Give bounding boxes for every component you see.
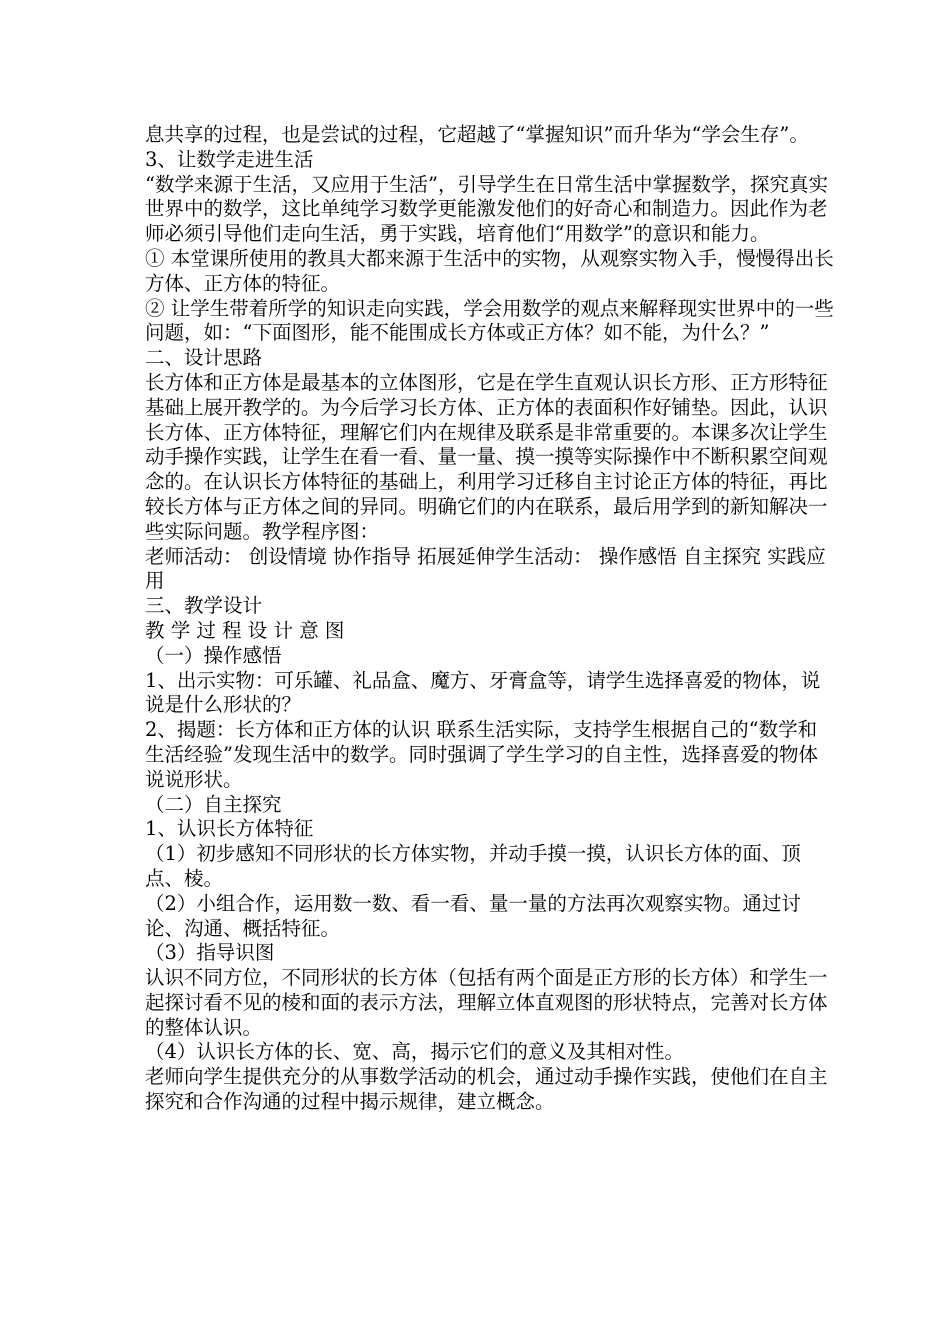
document-body (145, 123, 835, 1115)
subheading-operation: （一）操作感悟 (145, 643, 282, 667)
list-item-1: ① 本堂课所使用的教具大都来源于生活中的实物，从观察实物入手，慢慢得出长方体、正方体的特征。 (145, 246, 834, 295)
subheading-math-into-life: 3、让数学走进生活 (145, 147, 314, 171)
paragraph-math-from-life: “数学来源于生活，又应用于生活”，引导学生在日常生活中掌握数学，探究真实世界中的数学，这比单纯学习数学更能激发他们的好奇心和制造力。因此作为老师必须引导他们走向生活，勇于实践，培育他们“用数学”的意识和能力。 (145, 172, 828, 246)
paragraph-activities: 老师活动： 创设情境 协作指导 拓展延伸学生活动： 操作感悟 自主探究 实践应用 (145, 544, 826, 593)
paragraph-teacher-provides: 老师向学生提供充分的从事数学活动的机会，通过动手操作实践，使他们在自主探究和合作沟通的过程中揭示规律，建立概念。 (145, 1065, 828, 1114)
substep-2: （2）小组合作，运用数一数、看一看、量一量的方法再次观察实物。通过讨论、沟通、概括特征。 (145, 891, 801, 940)
list-item-2: ② 让学生带着所学的知识走向实践，学会用数学的观点来解释现实世界中的一些问题，如：“下面图形，能不能围成长方体或正方体？如不能，为什么？” (145, 296, 834, 345)
step-cuboid-features: 1、认识长方体特征 (145, 817, 314, 841)
paragraph-design-ideas: 长方体和正方体是最基本的立体图形，它是在学生直观认识长方形、正方形特征基础上展开教学的。为今后学习长方体、正方体的表面积作好铺垫。因此，认识长方体、正方体特征，理解它们内在规律及联系是非常重要的。本课多次让学生动手操作实践，让学生在看一看、量一量、摸一摸等实际操作中不断积累空间观念的。在认识长方体特征的基础上，利用学习迁移自主讨论正方体的特征，再比较长方体与正方体之间的异同。明确它们的内在联系，最后用学到的新知解决一些实际问题。教学程序图： (145, 370, 828, 543)
heading-design-ideas: 二、设计思路 (145, 346, 263, 370)
paragraph-continuation: 息共享的过程，也是尝试的过程，它超越了“掌握知识”而升华为“学会生存”。 (145, 123, 809, 146)
table-header-line: 教 学 过 程 设 计 意 图 (145, 618, 345, 642)
substep-3: （3）指导识图 (145, 941, 275, 965)
paragraph-recognize-views: 认识不同方位，不同形状的长方体（包括有两个面是正方形的长方体）和学生一起探讨看不见的棱和面的表示方法，理解立体直观图的形状特点，完善对长方体的整体认识。 (145, 966, 828, 1039)
subheading-self-explore: （二）自主探究 (145, 792, 282, 816)
heading-teaching-design: 三、教学设计 (145, 594, 263, 618)
substep-4: （4）认识长方体的长、宽、高，揭示它们的意义及其相对性。 (145, 1040, 684, 1064)
step-reveal-topic: 2、揭题：长方体和正方体的认识 联系生活实际，支持学生根据自己的“数学和生活经验”发现生活中的数学。同时强调了学生学习的自主性，选择喜爱的物体说说形状。 (145, 718, 818, 791)
substep-1: （1）初步感知不同形状的长方体实物，并动手摸一摸，认识长方体的面、顶点、棱。 (145, 842, 801, 890)
step-show-objects: 1、出示实物：可乐罐、礼品盒、魔方、牙膏盒等，请学生选择喜爱的物体，说说是什么形状的？ (145, 668, 821, 717)
